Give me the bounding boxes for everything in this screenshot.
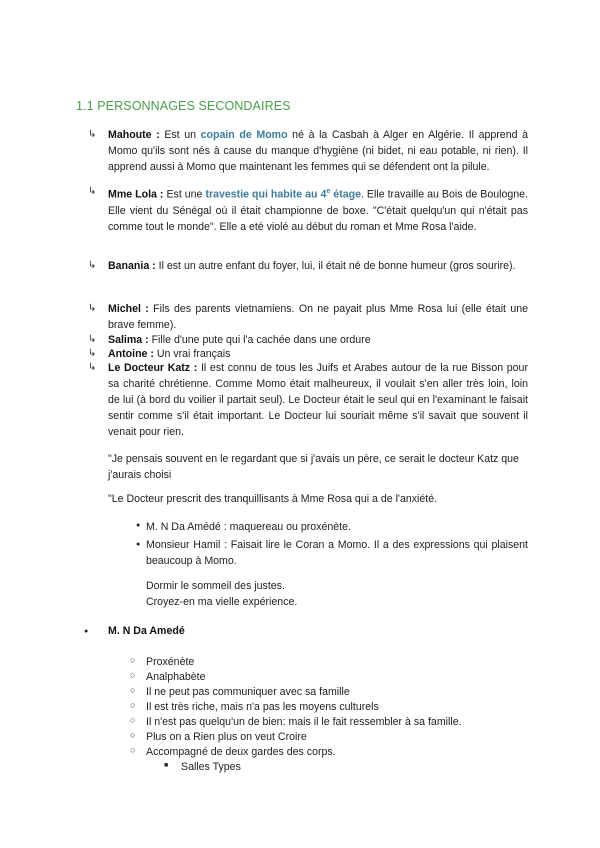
entry-text: Il est un autre enfant du foyer, lui, il était né de bonne humeur (gros sourire). bbox=[155, 260, 516, 272]
entry-text: . Elle travaille au Bois de Boulogne. Elle vient du Sénégal où il était championne de boxe. "C'était quelqu'un qui n'était pas comme tout le monde". Elle a eté violé au début du roman et Mme Rosa l'aide. bbox=[108, 188, 529, 233]
mn-sub-item: Salles Types bbox=[181, 761, 241, 773]
mn-item: Analphabète bbox=[146, 671, 206, 683]
arrow-bullet-icon: ↳ bbox=[88, 334, 97, 345]
arrow-bullet-icon: ↳ bbox=[88, 129, 97, 140]
arrow-bullet-icon: ↳ bbox=[88, 362, 97, 373]
filled-circle-bullet-icon: ● bbox=[84, 628, 89, 635]
expression-1: Dormir le sommeil des justes. bbox=[146, 580, 285, 592]
entry-link-sup: e bbox=[326, 188, 331, 195]
entry-link[interactable]: travestie qui habite au 4 bbox=[205, 188, 327, 201]
entry-text: Fils des parents vietnamiens. On ne payait plus Mme Rosa lui (elle était une brave femme). bbox=[108, 303, 528, 331]
expression-2: Croyez-en ma vielle expérience. bbox=[146, 596, 298, 608]
entry-name: Banania : bbox=[108, 260, 156, 272]
quote-katz: "Je pensais souvent en le regardant que si j'avais un père, ce serait le docteur Katz que j'aurais choisi bbox=[108, 453, 519, 481]
mn-item: Il ne peut pas communiquer avec sa famille bbox=[146, 686, 350, 698]
entry-name: Mahoute : bbox=[108, 129, 160, 141]
entry-docteur-katz bbox=[88, 360, 528, 440]
filled-circle-bullet-icon: ● bbox=[136, 522, 141, 529]
entry-mme-lola bbox=[88, 184, 529, 235]
hollow-circle-bullet-icon: ○ bbox=[130, 670, 136, 680]
entry-text: Est une bbox=[163, 188, 206, 201]
arrow-bullet-icon: ↳ bbox=[88, 260, 97, 271]
arrow-bullet-icon: ↳ bbox=[88, 348, 97, 359]
arrow-bullet-icon: ↳ bbox=[88, 303, 97, 314]
mn-item: Il est très riche, mais n'a pas les moyens culturels bbox=[146, 701, 379, 713]
entry-text: Un vrai français bbox=[153, 348, 231, 360]
section-heading: 1.1 PERSONNAGES SECONDAIRES bbox=[76, 99, 291, 113]
entry-name: Antoine : bbox=[108, 348, 154, 360]
mn-item: Proxénète bbox=[146, 656, 195, 668]
entry-link[interactable]: copain de Momo bbox=[200, 129, 288, 141]
entry-banania bbox=[88, 258, 528, 274]
arrow-bullet-icon: ↳ bbox=[88, 186, 97, 197]
entry-name: Mme Lola : bbox=[108, 188, 164, 201]
entry-link[interactable]: étage bbox=[330, 188, 361, 201]
hollow-circle-bullet-icon: ○ bbox=[130, 745, 136, 755]
entry-text: Il est connu de tous les Juifs et Arabes autour de la rue Bisson pour sa charité chrétienne. Comme Momo était malheureux, il voulait s'en aller très loin, loin de lui (à bord du voilier il partait seul). Le Docteur était le seul qui en l'examinant le faisait sentir comme s'il était important. Le Docteur lui souriait même s'il savait que souvent il venait pour rien. bbox=[108, 362, 528, 438]
quote-prescription: "Le Docteur prescrit des tranquillisants à Mme Rosa qui a de l'anxiété. bbox=[108, 493, 438, 505]
entry-mahoute bbox=[88, 127, 528, 175]
mn-item: Plus on a Rien plus on veut Croire bbox=[146, 731, 307, 743]
square-bullet-icon: ■ bbox=[164, 762, 169, 769]
entry-text: né à la Casbah à Alger en Algérie. Il apprend à Momo qu'ils sont nés à cause du manque d'hygiène (ni bidet, ni eau potable, ni rien). Il apprend aussi à Momo que maintenant les femmes qui se défendent ont la pilule. bbox=[108, 129, 528, 173]
entry-text: Est un bbox=[159, 129, 201, 141]
entry-text: Fille d'une pute qui l'a cachée dans une ordure bbox=[148, 334, 371, 346]
hollow-circle-bullet-icon: ○ bbox=[130, 730, 136, 740]
entry-michel bbox=[88, 301, 528, 333]
mn-da-amede-title: M. N Da Amedé bbox=[108, 625, 185, 637]
hollow-circle-bullet-icon: ○ bbox=[130, 685, 136, 695]
entry-name: Michel : bbox=[108, 303, 149, 315]
mn-item: Il n'est pas quelqu'un de bien: mais il le fait ressembler à sa famille. bbox=[146, 716, 462, 728]
entry-name: Le Docteur Katz : bbox=[108, 362, 198, 374]
bullet-mn-da-amede: M. N Da Amédé : maquereau ou proxénète. bbox=[146, 521, 351, 533]
bullet-monsieur-hamil: Monsieur Hamil : Faisait lire le Coran a Momo. Il a des expressions qui plaisent beaucoup à Momo. bbox=[146, 539, 528, 567]
hollow-circle-bullet-icon: ○ bbox=[130, 715, 136, 725]
hollow-circle-bullet-icon: ○ bbox=[130, 655, 136, 665]
mn-item: Accompagné de deux gardes des corps. bbox=[146, 746, 336, 758]
hollow-circle-bullet-icon: ○ bbox=[130, 700, 136, 710]
entry-name: Salima : bbox=[108, 334, 149, 346]
filled-circle-bullet-icon: ● bbox=[136, 541, 141, 548]
